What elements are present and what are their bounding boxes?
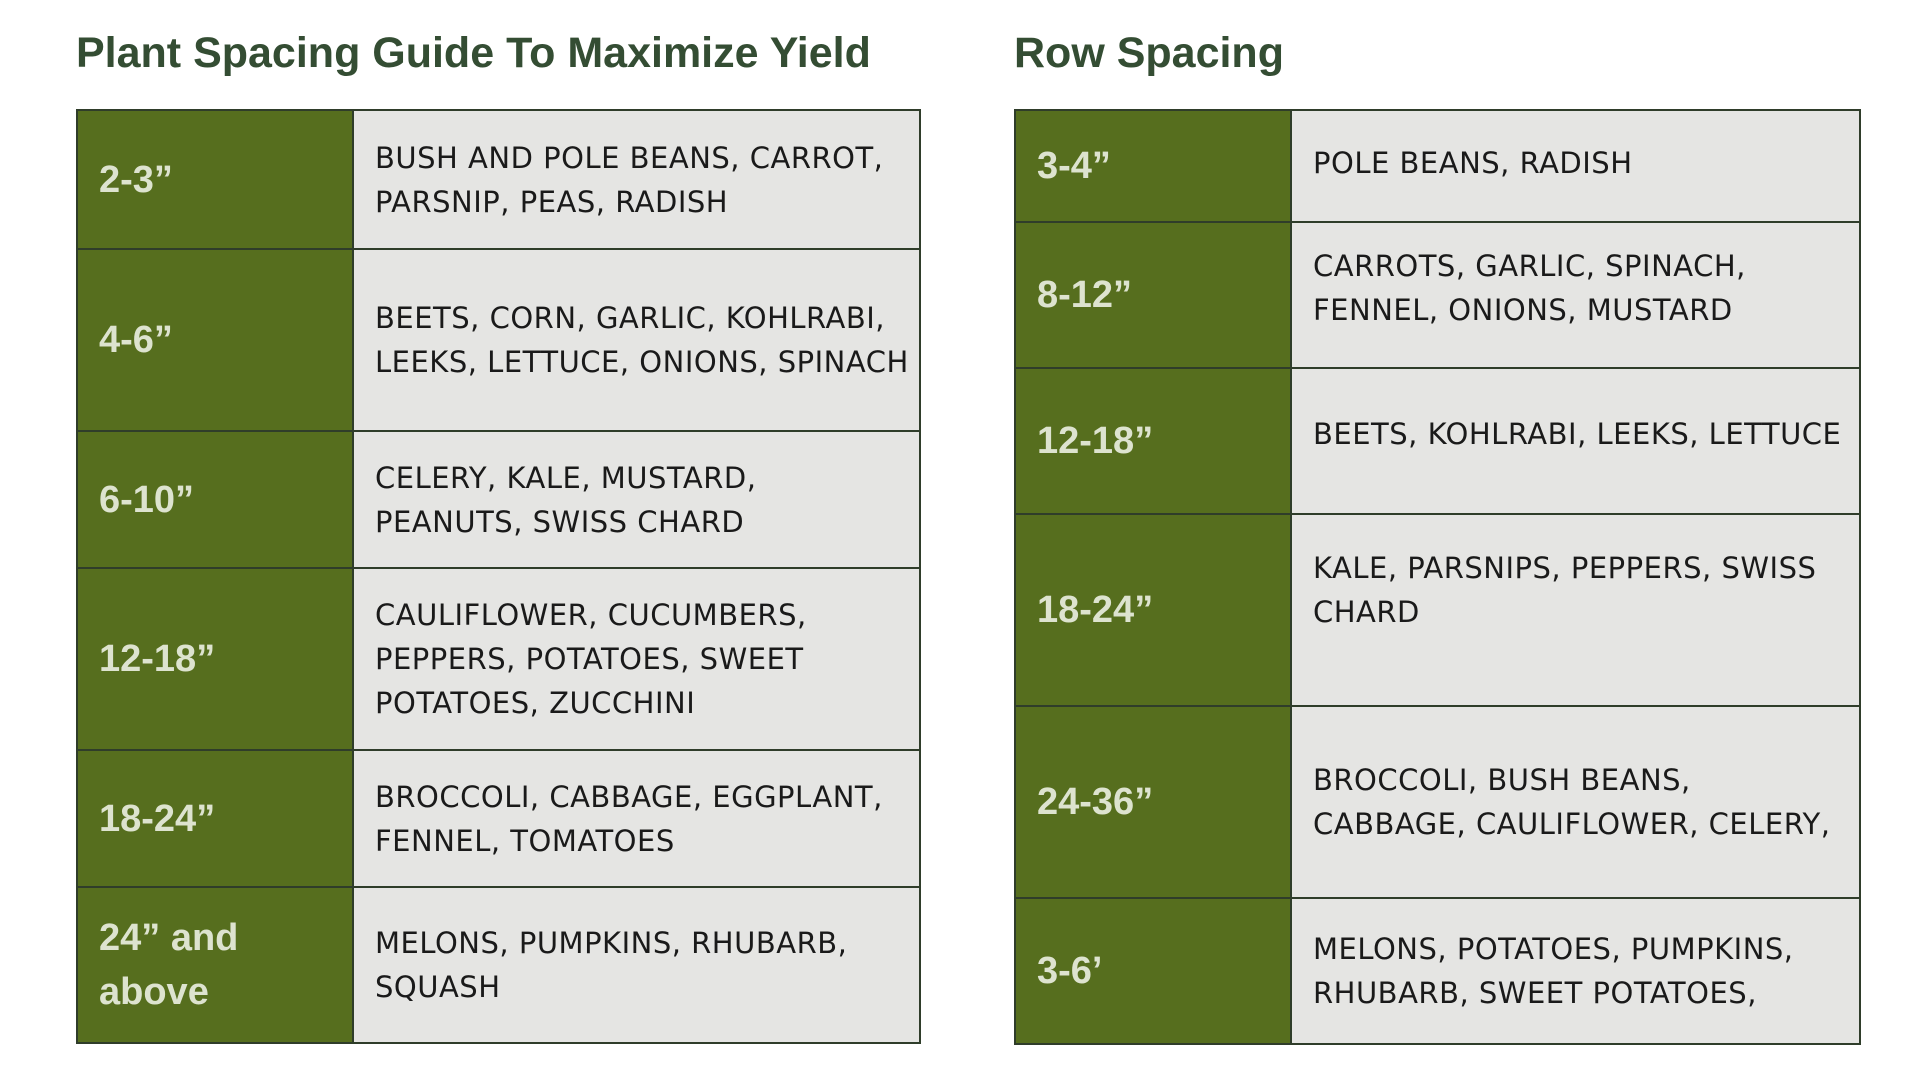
table-row <box>1016 705 1859 897</box>
table-row <box>78 111 919 248</box>
spacing-range: 12-18” <box>78 569 354 749</box>
plant-list <box>1292 707 1859 897</box>
plant-list-text: CAULIFLOWER, CUCUMBERS, PEPPERS, POTATOES, SWEET POTATOES, ZUCCHINI <box>375 598 807 720</box>
plant-list-text: BUSH AND POLE BEANS, CARROT, PARSNIP, PEAS, RADISH <box>375 140 884 219</box>
table-row <box>1016 513 1859 705</box>
plant-list-text: MELONS, POTATOES, PUMPKINS, RHUBARB, SWEET POTATOES, <box>1313 932 1794 1010</box>
table-row <box>1016 221 1859 367</box>
spacing-range: 2-3” <box>78 111 354 248</box>
plant-list <box>354 751 919 886</box>
row-spacing-title: Row Spacing <box>1014 29 1284 77</box>
plant-list-text: BROCCOLI, BUSH BEANS, CABBAGE, CAULIFLOWER, CELERY, <box>1313 763 1831 841</box>
plant-list <box>1292 515 1859 705</box>
spacing-range: 18-24” <box>1016 515 1292 705</box>
plant-list-text: CARROTS, GARLIC, SPINACH, FENNEL, ONIONS, MUSTARD <box>1313 249 1746 327</box>
plant-list-text: CELERY, KALE, MUSTARD, PEANUTS, SWISS CHARD <box>375 460 757 539</box>
spacing-range: 24-36” <box>1016 707 1292 897</box>
table-row <box>78 886 919 1042</box>
plant-list <box>354 888 919 1042</box>
spacing-range: 12-18” <box>1016 369 1292 513</box>
spacing-range: 6-10” <box>78 432 354 567</box>
spacing-range: 18-24” <box>78 751 354 886</box>
plant-list-text: BEETS, CORN, GARLIC, KOHLRABI, LEEKS, LETTUCE, ONIONS, SPINACH <box>375 301 909 379</box>
plant-list <box>354 111 919 248</box>
plant-list <box>1292 369 1859 513</box>
spacing-range: 4-6” <box>78 250 354 430</box>
plant-list-text: POLE BEANS, RADISH <box>1313 146 1633 180</box>
plant-list <box>354 432 919 567</box>
plant-spacing-table <box>76 109 921 1044</box>
plant-list-text: BEETS, KOHLRABI, LEEKS, LETTUCE <box>1313 417 1842 451</box>
plant-list-text: BROCCOLI, CABBAGE, EGGPLANT, FENNEL, TOMATOES <box>375 779 883 858</box>
plant-list <box>1292 223 1859 367</box>
spacing-range: 24” and above <box>78 888 354 1042</box>
plant-list <box>354 250 919 430</box>
table-row <box>1016 111 1859 221</box>
table-row <box>78 749 919 886</box>
plant-list <box>354 569 919 749</box>
spacing-range: 3-4” <box>1016 111 1292 221</box>
plant-list <box>1292 111 1859 221</box>
spacing-range: 8-12” <box>1016 223 1292 367</box>
plant-list-text: KALE, PARSNIPS, PEPPERS, SWISS CHARD <box>1313 551 1817 629</box>
plant-list-text: MELONS, PUMPKINS, RHUBARB, SQUASH <box>375 926 848 1004</box>
table-row <box>78 430 919 567</box>
plant-list <box>1292 899 1859 1043</box>
row-spacing-table <box>1014 109 1861 1045</box>
plant-spacing-title: Plant Spacing Guide To Maximize Yield <box>76 29 871 77</box>
table-row <box>78 567 919 749</box>
table-row <box>1016 897 1859 1043</box>
table-row <box>78 248 919 430</box>
spacing-range: 3-6’ <box>1016 899 1292 1043</box>
table-row <box>1016 367 1859 513</box>
